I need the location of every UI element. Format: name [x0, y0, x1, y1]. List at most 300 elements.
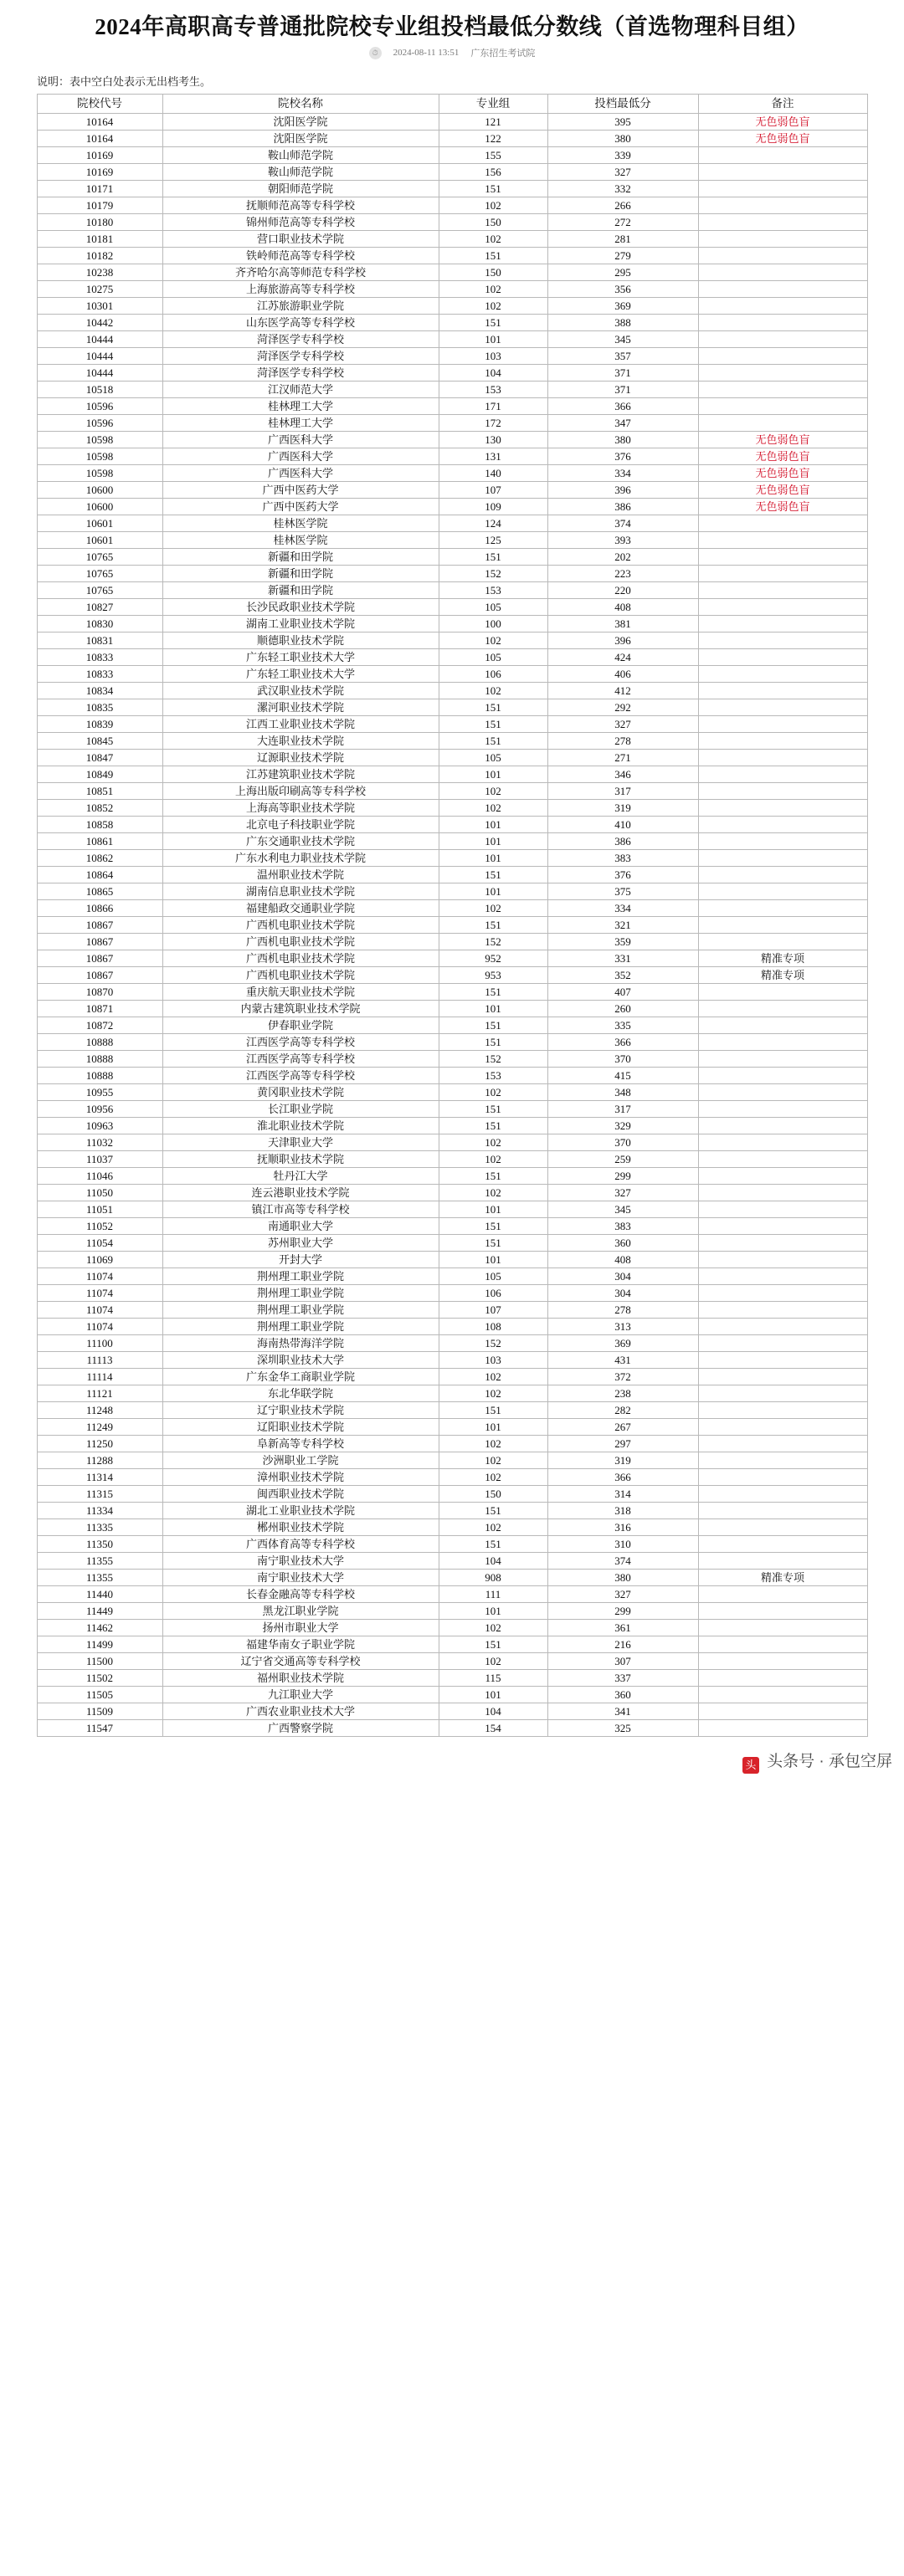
cell-remark	[698, 1720, 867, 1737]
cell-name: 黄冈职业技术学院	[162, 1084, 439, 1101]
cell-score: 325	[547, 1720, 698, 1737]
cell-code: 10169	[37, 147, 162, 164]
cell-score: 314	[547, 1486, 698, 1503]
cell-group: 104	[439, 1703, 547, 1720]
cell-score: 376	[547, 867, 698, 883]
table-row	[37, 1486, 867, 1503]
cell-remark: 无色弱色盲	[698, 499, 867, 515]
table-row	[37, 1319, 867, 1335]
cell-name: 菏泽医学专科学校	[162, 331, 439, 348]
cell-remark	[698, 1687, 867, 1703]
scores-table	[37, 94, 868, 1737]
cell-score: 380	[547, 131, 698, 147]
table-row	[37, 833, 867, 850]
table-header-row	[37, 95, 867, 114]
cell-group: 101	[439, 1201, 547, 1218]
cell-name: 长春金融高等专科学校	[162, 1586, 439, 1603]
cell-name: 鞍山师范学院	[162, 164, 439, 181]
cell-remark	[698, 1703, 867, 1720]
cell-name: 沙洲职业工学院	[162, 1452, 439, 1469]
cell-code: 11547	[37, 1720, 162, 1737]
cell-code: 11248	[37, 1402, 162, 1419]
cell-name: 辽宁职业技术学院	[162, 1402, 439, 1419]
cell-code: 10888	[37, 1034, 162, 1051]
cell-remark	[698, 365, 867, 382]
cell-score: 366	[547, 1469, 698, 1486]
cell-score: 266	[547, 197, 698, 214]
cell-score: 310	[547, 1536, 698, 1553]
cell-remark	[698, 248, 867, 264]
cell-name: 海南热带海洋学院	[162, 1335, 439, 1352]
cell-group: 102	[439, 800, 547, 817]
cell-remark	[698, 1034, 867, 1051]
table-row	[37, 147, 867, 164]
cell-score: 327	[547, 1586, 698, 1603]
cell-remark	[698, 1335, 867, 1352]
cell-name: 菏泽医学专科学校	[162, 365, 439, 382]
table-row	[37, 1603, 867, 1620]
cell-score: 238	[547, 1385, 698, 1402]
cell-remark	[698, 1536, 867, 1553]
cell-name: 江西工业职业技术学院	[162, 716, 439, 733]
cell-name: 重庆航天职业技术学院	[162, 984, 439, 1001]
cell-code: 11069	[37, 1252, 162, 1268]
table-row	[37, 214, 867, 231]
table-row	[37, 934, 867, 950]
cell-code: 11499	[37, 1636, 162, 1653]
cell-name: 抚顺职业技术学院	[162, 1151, 439, 1168]
cell-code: 10238	[37, 264, 162, 281]
cell-group: 106	[439, 1285, 547, 1302]
cell-score: 369	[547, 1335, 698, 1352]
cell-score: 327	[547, 1185, 698, 1201]
cell-name: 广西中医药大学	[162, 499, 439, 515]
cell-code: 11288	[37, 1452, 162, 1469]
cell-remark	[698, 1302, 867, 1319]
cell-group: 102	[439, 1653, 547, 1670]
cell-remark	[698, 1603, 867, 1620]
cell-code: 11314	[37, 1469, 162, 1486]
cell-code: 10867	[37, 967, 162, 984]
cell-group: 122	[439, 131, 547, 147]
cell-score: 260	[547, 1001, 698, 1017]
cell-code: 10301	[37, 298, 162, 315]
cell-score: 371	[547, 382, 698, 398]
table-row	[37, 164, 867, 181]
cell-group: 952	[439, 950, 547, 967]
cell-remark	[698, 1252, 867, 1268]
cell-score: 370	[547, 1134, 698, 1151]
cell-name: 荆州理工职业学院	[162, 1285, 439, 1302]
table-row	[37, 1586, 867, 1603]
cell-code: 11046	[37, 1168, 162, 1185]
table-row	[37, 365, 867, 382]
cell-group: 151	[439, 1168, 547, 1185]
cell-group: 151	[439, 1017, 547, 1034]
cell-name: 淮北职业技术学院	[162, 1118, 439, 1134]
cell-group: 155	[439, 147, 547, 164]
document-meta	[0, 46, 904, 59]
cell-code: 10849	[37, 766, 162, 783]
cell-group: 102	[439, 683, 547, 699]
cell-score: 381	[547, 616, 698, 632]
cell-name: 伊春职业学院	[162, 1017, 439, 1034]
cell-group: 151	[439, 1503, 547, 1519]
cell-name: 广西医科大学	[162, 465, 439, 482]
cell-score: 386	[547, 499, 698, 515]
cell-name: 武汉职业技术学院	[162, 683, 439, 699]
cell-score: 345	[547, 331, 698, 348]
cell-group: 153	[439, 582, 547, 599]
cell-score: 318	[547, 1503, 698, 1519]
table-row	[37, 231, 867, 248]
cell-name: 扬州市职业大学	[162, 1620, 439, 1636]
cell-remark	[698, 1201, 867, 1218]
cell-group: 131	[439, 448, 547, 465]
cell-code: 10835	[37, 699, 162, 716]
cell-group: 100	[439, 616, 547, 632]
cell-remark	[698, 1419, 867, 1436]
cell-code: 10866	[37, 900, 162, 917]
cell-remark	[698, 515, 867, 532]
cell-name: 深圳职业技术大学	[162, 1352, 439, 1369]
cell-code: 10444	[37, 365, 162, 382]
cell-name: 荆州理工职业学院	[162, 1268, 439, 1285]
cell-score: 272	[547, 214, 698, 231]
table-row	[37, 432, 867, 448]
cell-group: 151	[439, 699, 547, 716]
cell-score: 395	[547, 114, 698, 131]
table-row	[37, 549, 867, 566]
cell-remark	[698, 264, 867, 281]
cell-score: 346	[547, 766, 698, 783]
cell-group: 102	[439, 1620, 547, 1636]
table-row	[37, 382, 867, 398]
cell-remark	[698, 1268, 867, 1285]
cell-group: 102	[439, 1134, 547, 1151]
cell-name: 上海旅游高等专科学校	[162, 281, 439, 298]
cell-group: 102	[439, 1436, 547, 1452]
cell-remark	[698, 783, 867, 800]
table-row	[37, 1001, 867, 1017]
table-row	[37, 131, 867, 147]
cell-name: 广西体育高等专科学校	[162, 1536, 439, 1553]
cell-name: 郴州职业技术学院	[162, 1519, 439, 1536]
cell-group: 108	[439, 1319, 547, 1335]
cell-name: 闽西职业技术学院	[162, 1486, 439, 1503]
cell-remark: 精准专项	[698, 967, 867, 984]
table-row	[37, 599, 867, 616]
cell-name: 桂林理工大学	[162, 415, 439, 432]
cell-remark	[698, 699, 867, 716]
cell-score: 304	[547, 1268, 698, 1285]
cell-remark	[698, 1586, 867, 1603]
cell-remark	[698, 850, 867, 867]
cell-name: 广东交通职业技术学院	[162, 833, 439, 850]
cell-name: 福建船政交通职业学院	[162, 900, 439, 917]
column-header-code: 院校代号	[37, 95, 162, 114]
cell-score: 223	[547, 566, 698, 582]
cell-remark	[698, 750, 867, 766]
cell-score: 408	[547, 599, 698, 616]
cell-code: 11054	[37, 1235, 162, 1252]
cell-group: 151	[439, 1536, 547, 1553]
cell-group: 102	[439, 231, 547, 248]
cell-code: 10847	[37, 750, 162, 766]
cell-code: 10867	[37, 934, 162, 950]
cell-score: 396	[547, 632, 698, 649]
table-row	[37, 1352, 867, 1369]
cell-name: 沈阳医学院	[162, 131, 439, 147]
cell-code: 10862	[37, 850, 162, 867]
watermark-text: 头条号 · 承包空屏	[767, 1753, 892, 1770]
table-row	[37, 298, 867, 315]
column-header-group: 专业组	[439, 95, 547, 114]
cell-score: 271	[547, 750, 698, 766]
cell-group: 103	[439, 348, 547, 365]
table-row	[37, 348, 867, 365]
cell-score: 431	[547, 1352, 698, 1369]
cell-name: 九江职业大学	[162, 1687, 439, 1703]
table-row	[37, 181, 867, 197]
cell-code: 11462	[37, 1620, 162, 1636]
cell-score: 375	[547, 883, 698, 900]
cell-group: 101	[439, 1252, 547, 1268]
table-row	[37, 1017, 867, 1034]
cell-name: 广西农业职业技术大学	[162, 1703, 439, 1720]
cell-code: 10598	[37, 465, 162, 482]
cell-score: 281	[547, 231, 698, 248]
table-row	[37, 197, 867, 214]
cell-remark	[698, 833, 867, 850]
table-row	[37, 1285, 867, 1302]
cell-name: 福建华南女子职业学院	[162, 1636, 439, 1653]
cell-name: 天津职业大学	[162, 1134, 439, 1151]
cell-score: 278	[547, 733, 698, 750]
cell-group: 124	[439, 515, 547, 532]
cell-remark	[698, 1218, 867, 1235]
cell-score: 278	[547, 1302, 698, 1319]
cell-remark	[698, 1319, 867, 1335]
table-row	[37, 448, 867, 465]
table-row	[37, 331, 867, 348]
cell-code: 10596	[37, 415, 162, 432]
cell-group: 107	[439, 1302, 547, 1319]
cell-code: 10164	[37, 131, 162, 147]
cell-code: 11032	[37, 1134, 162, 1151]
cell-name: 桂林医学院	[162, 532, 439, 549]
document-header	[0, 0, 904, 64]
cell-score: 321	[547, 917, 698, 934]
cell-code: 11350	[37, 1536, 162, 1553]
cell-score: 396	[547, 482, 698, 499]
cell-remark	[698, 1519, 867, 1536]
cell-remark	[698, 197, 867, 214]
cell-code: 10765	[37, 566, 162, 582]
table-row	[37, 716, 867, 733]
cell-remark	[698, 532, 867, 549]
cell-remark	[698, 917, 867, 934]
table-row	[37, 1134, 867, 1151]
table-row	[37, 867, 867, 883]
cell-score: 374	[547, 515, 698, 532]
table-row	[37, 1436, 867, 1452]
cell-code: 10888	[37, 1051, 162, 1068]
cell-code: 10864	[37, 867, 162, 883]
cell-remark	[698, 1068, 867, 1084]
table-body	[37, 114, 867, 1737]
cell-score: 304	[547, 1285, 698, 1302]
cell-code: 10765	[37, 582, 162, 599]
cell-remark	[698, 1285, 867, 1302]
cell-code: 11037	[37, 1151, 162, 1168]
table-row	[37, 1469, 867, 1486]
cell-remark	[698, 214, 867, 231]
cell-code: 10861	[37, 833, 162, 850]
cell-score: 335	[547, 1017, 698, 1034]
cell-score: 356	[547, 281, 698, 298]
table-row	[37, 398, 867, 415]
table-row	[37, 1670, 867, 1687]
cell-group: 151	[439, 549, 547, 566]
cell-code: 11509	[37, 1703, 162, 1720]
table-row	[37, 984, 867, 1001]
cell-name: 湖南工业职业技术学院	[162, 616, 439, 632]
cell-code: 10171	[37, 181, 162, 197]
cell-remark	[698, 984, 867, 1001]
cell-remark	[698, 766, 867, 783]
table-row	[37, 632, 867, 649]
cell-group: 101	[439, 1687, 547, 1703]
cell-group: 102	[439, 197, 547, 214]
table-row	[37, 900, 867, 917]
cell-score: 327	[547, 716, 698, 733]
cell-name: 齐齐哈尔高等师范专科学校	[162, 264, 439, 281]
cell-code: 10867	[37, 950, 162, 967]
cell-name: 江苏旅游职业学院	[162, 298, 439, 315]
cell-remark: 无色弱色盲	[698, 432, 867, 448]
cell-score: 299	[547, 1168, 698, 1185]
cell-code: 10839	[37, 716, 162, 733]
cell-name: 内蒙古建筑职业技术学院	[162, 1001, 439, 1017]
cell-group: 154	[439, 1720, 547, 1737]
cell-score: 410	[547, 817, 698, 833]
cell-code: 10518	[37, 382, 162, 398]
table-row	[37, 1268, 867, 1285]
cell-code: 11100	[37, 1335, 162, 1352]
cell-name: 广西医科大学	[162, 432, 439, 448]
table-row	[37, 699, 867, 716]
cell-name: 锦州师范高等专科学校	[162, 214, 439, 231]
cell-name: 营口职业技术学院	[162, 231, 439, 248]
cell-code: 10830	[37, 616, 162, 632]
cell-remark	[698, 1151, 867, 1168]
cell-remark	[698, 800, 867, 817]
cell-group: 152	[439, 1051, 547, 1068]
cell-code: 10963	[37, 1118, 162, 1134]
cell-score: 347	[547, 415, 698, 432]
cell-remark	[698, 616, 867, 632]
cell-remark	[698, 1235, 867, 1252]
cell-score: 388	[547, 315, 698, 331]
cell-score: 334	[547, 900, 698, 917]
column-header-remark: 备注	[698, 95, 867, 114]
cell-group: 102	[439, 783, 547, 800]
cell-group: 151	[439, 1034, 547, 1051]
cell-group: 151	[439, 1218, 547, 1235]
cell-group: 103	[439, 1352, 547, 1369]
cell-score: 380	[547, 432, 698, 448]
cell-remark	[698, 1452, 867, 1469]
cell-score: 361	[547, 1620, 698, 1636]
cell-group: 102	[439, 632, 547, 649]
table-row	[37, 499, 867, 515]
cell-group: 151	[439, 1101, 547, 1118]
cell-group: 151	[439, 716, 547, 733]
cell-name: 广西机电职业技术学院	[162, 950, 439, 967]
cell-name: 开封大学	[162, 1252, 439, 1268]
cell-remark	[698, 649, 867, 666]
cell-score: 299	[547, 1603, 698, 1620]
table-row	[37, 800, 867, 817]
cell-score: 386	[547, 833, 698, 850]
cell-score: 339	[547, 147, 698, 164]
cell-group: 140	[439, 465, 547, 482]
table-row	[37, 1218, 867, 1235]
cell-remark	[698, 549, 867, 566]
cell-group: 151	[439, 1636, 547, 1653]
cell-remark	[698, 1469, 867, 1486]
cell-group: 121	[439, 114, 547, 131]
table-row	[37, 683, 867, 699]
table-row	[37, 1620, 867, 1636]
table-row	[37, 666, 867, 683]
table-row	[37, 950, 867, 967]
cell-score: 332	[547, 181, 698, 197]
cell-group: 150	[439, 214, 547, 231]
cell-remark: 精准专项	[698, 950, 867, 967]
table-row	[37, 566, 867, 582]
cell-code: 10181	[37, 231, 162, 248]
cell-group: 101	[439, 833, 547, 850]
cell-name: 南通职业大学	[162, 1218, 439, 1235]
cell-score: 297	[547, 1436, 698, 1452]
cell-group: 105	[439, 599, 547, 616]
cell-remark: 精准专项	[698, 1570, 867, 1586]
cell-code: 10871	[37, 1001, 162, 1017]
cell-code: 10164	[37, 114, 162, 131]
cell-code: 11249	[37, 1419, 162, 1436]
cell-name: 沈阳医学院	[162, 114, 439, 131]
cell-score: 334	[547, 465, 698, 482]
cell-code: 10180	[37, 214, 162, 231]
cell-score: 341	[547, 1703, 698, 1720]
cell-name: 东北华联学院	[162, 1385, 439, 1402]
cell-name: 长沙民政职业技术学院	[162, 599, 439, 616]
cell-name: 江西医学高等专科学校	[162, 1034, 439, 1051]
cell-score: 220	[547, 582, 698, 599]
cell-code: 10827	[37, 599, 162, 616]
cell-code: 11114	[37, 1369, 162, 1385]
cell-code: 10833	[37, 649, 162, 666]
cell-group: 151	[439, 248, 547, 264]
cell-name: 鞍山师范学院	[162, 147, 439, 164]
cell-group: 105	[439, 649, 547, 666]
cell-name: 南宁职业技术大学	[162, 1570, 439, 1586]
cell-remark: 无色弱色盲	[698, 448, 867, 465]
cell-remark	[698, 883, 867, 900]
cell-code: 11074	[37, 1268, 162, 1285]
